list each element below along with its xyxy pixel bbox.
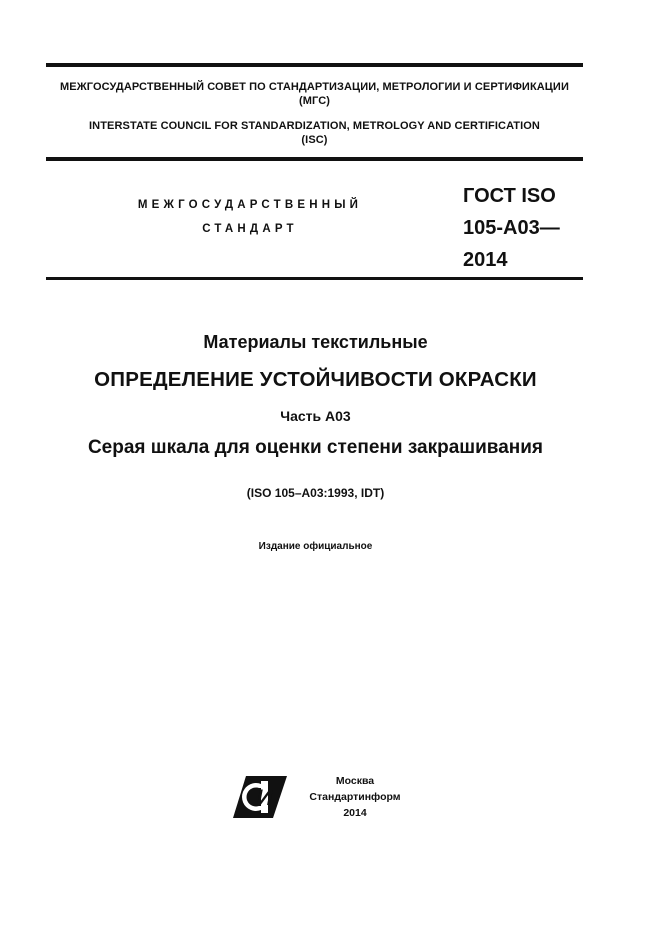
title-grey-scale: Серая шкала для оценки степени закрашивания [87, 437, 544, 458]
council-en-text: INTERSTATE COUNCIL FOR STANDARDIZATION, METROLOGY AND CERTIFICATION [89, 120, 540, 132]
council-name-ru [46, 80, 583, 108]
publisher-year: 2014 [343, 807, 367, 819]
publisher-name: Стандартинформ [309, 791, 401, 803]
council-ru-abbr: (МГС) [298, 95, 331, 107]
standard-designation [463, 180, 581, 276]
title-determination: ОПРЕДЕЛЕНИЕ УСТОЙЧИВОСТИ ОКРАСКИ [94, 368, 537, 391]
standard-kind-line1: МЕЖГОСУДАРСТВЕННЫЙ [137, 199, 363, 211]
standard-kind-line2: СТАНДАРТ [202, 223, 298, 235]
top-rule [46, 63, 583, 67]
edition-note: Издание официальное [258, 541, 373, 552]
header-divider-rule [46, 157, 583, 161]
council-ru-text: МЕЖГОСУДАРСТВЕННЫЙ СОВЕТ ПО СТАНДАРТИЗАЦИИ, МЕТРОЛОГИИ И СЕРТИФИКАЦИИ [60, 81, 569, 93]
council-en-abbr: (ISC) [301, 134, 328, 146]
title-materials: Материалы текстильные [203, 332, 428, 352]
publisher-city: Москва [335, 775, 375, 787]
iso-reference: (ISO 105–A03:1993, IDT) [246, 486, 385, 500]
title-part: Часть А03 [280, 408, 351, 424]
standartinform-logo-icon [233, 776, 287, 818]
designation-line2: 105-А03— [463, 217, 560, 239]
designation-line3: 2014 [463, 249, 508, 271]
designation-line1: ГОСТ ISO [463, 185, 556, 207]
publisher-block [300, 773, 410, 821]
designation-rule [46, 277, 583, 280]
council-name-en [46, 119, 583, 147]
svg-text:И: И [256, 785, 273, 810]
